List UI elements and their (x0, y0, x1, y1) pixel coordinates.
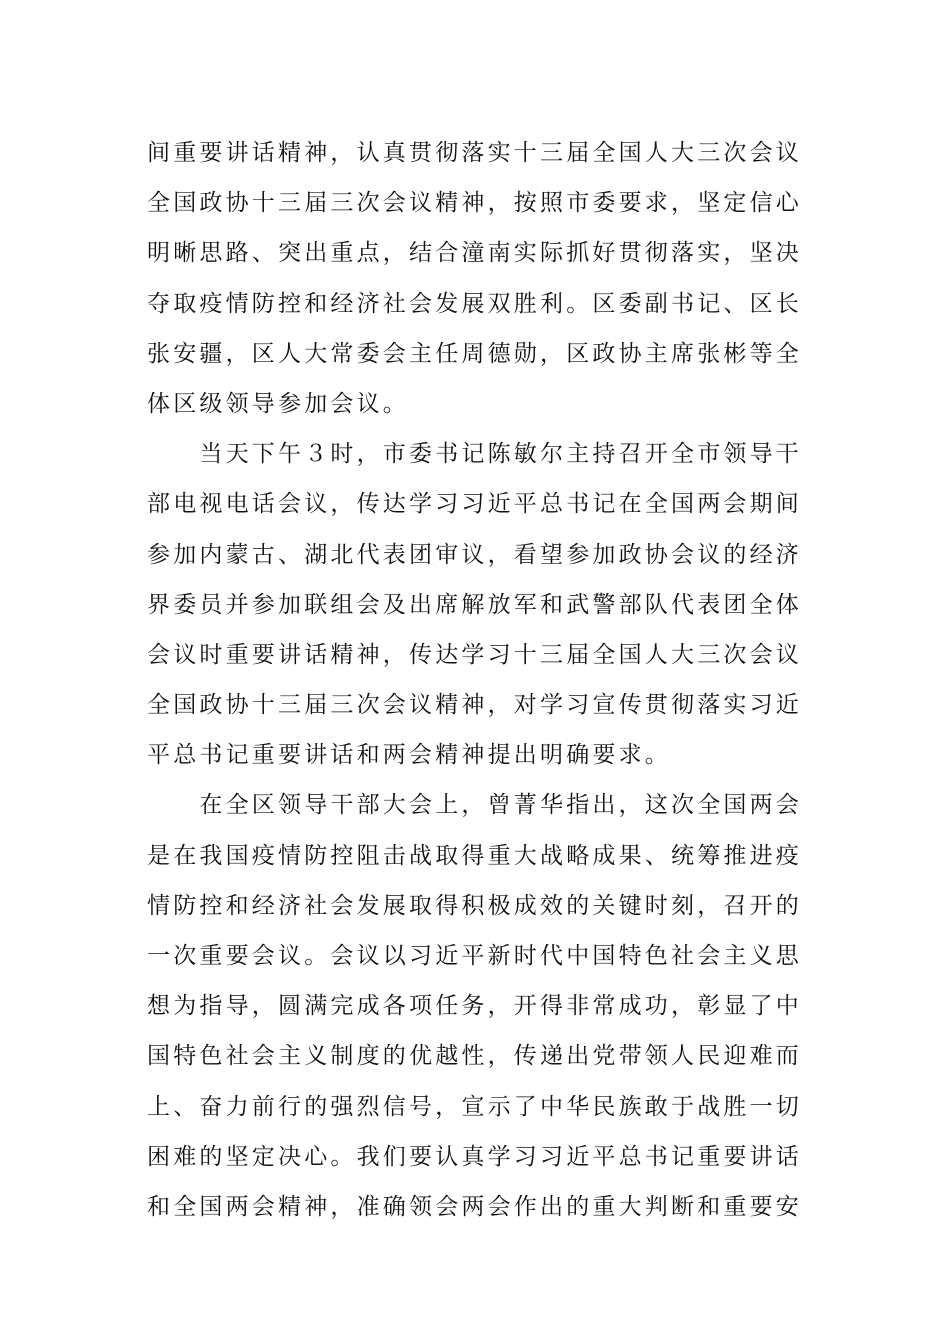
text-line: 参加内蒙古、湖北代表团审议，看望参加政协会议的经济 (147, 541, 802, 568)
text-line: 全国政协十三届三次会议精神，按照市委要求，坚定信心 (147, 190, 802, 217)
text-line: 当天下午３时，市委书记陈敏尔主持召开全市领导干 (147, 441, 802, 468)
text-line: 夺取疫情防控和经济社会发展双胜利。区委副书记、区长 (147, 290, 802, 317)
text-line: 部电视电话会议，传达学习习近平总书记在全国两会期间 (147, 491, 802, 518)
text-line: 一次重要会议。会议以习近平新时代中国特色社会主义思 (147, 943, 802, 969)
text-line: 国特色社会主义制度的优越性，传递出党带领人民迎难而 (147, 1043, 802, 1070)
text-line: 困难的坚定决心。我们要认真学习习近平总书记重要讲话 (147, 1143, 802, 1170)
text-line: 想为指导，圆满完成各项任务，开得非常成功，彰显了中 (147, 993, 802, 1020)
text-line: 界委员并参加联组会及出席解放军和武警部队代表团全体 (147, 591, 802, 618)
text-line: 张安疆，区人大常委会主任周德勋，区政协主席张彬等全 (147, 340, 802, 367)
text-line: 间重要讲话精神，认真贯彻落实十三届全国人大三次会议 (147, 140, 802, 166)
text-line: 明晰思路、突出重点，结合潼南实际抓好贯彻落实，坚决 (147, 240, 802, 267)
text-line: 在全区领导干部大会上，曾菁华指出，这次全国两会 (147, 792, 802, 819)
text-line: 会议时重要讲话精神，传达学习十三届全国人大三次会议 (147, 641, 802, 668)
text-line: 上、奋力前行的强烈信号，宣示了中华民族敢于战胜一切 (147, 1093, 802, 1120)
text-line: 是在我国疫情防控阻击战取得重大战略成果、统筹推进疫 (147, 842, 802, 869)
text-line: 和全国两会精神，准确领会两会作出的重大判断和重要安 (147, 1193, 802, 1220)
body-text (147, 128, 802, 1232)
text-line: 平总书记重要讲话和两会精神提出明确要求。 (147, 742, 671, 769)
text-line: 体区级领导参加会议。 (147, 390, 409, 417)
text-line: 情防控和经济社会发展取得积极成效的关键时刻，召开的 (147, 892, 802, 919)
text-line: 全国政协十三届三次会议精神，对学习宣传贯彻落实习近 (147, 692, 802, 719)
